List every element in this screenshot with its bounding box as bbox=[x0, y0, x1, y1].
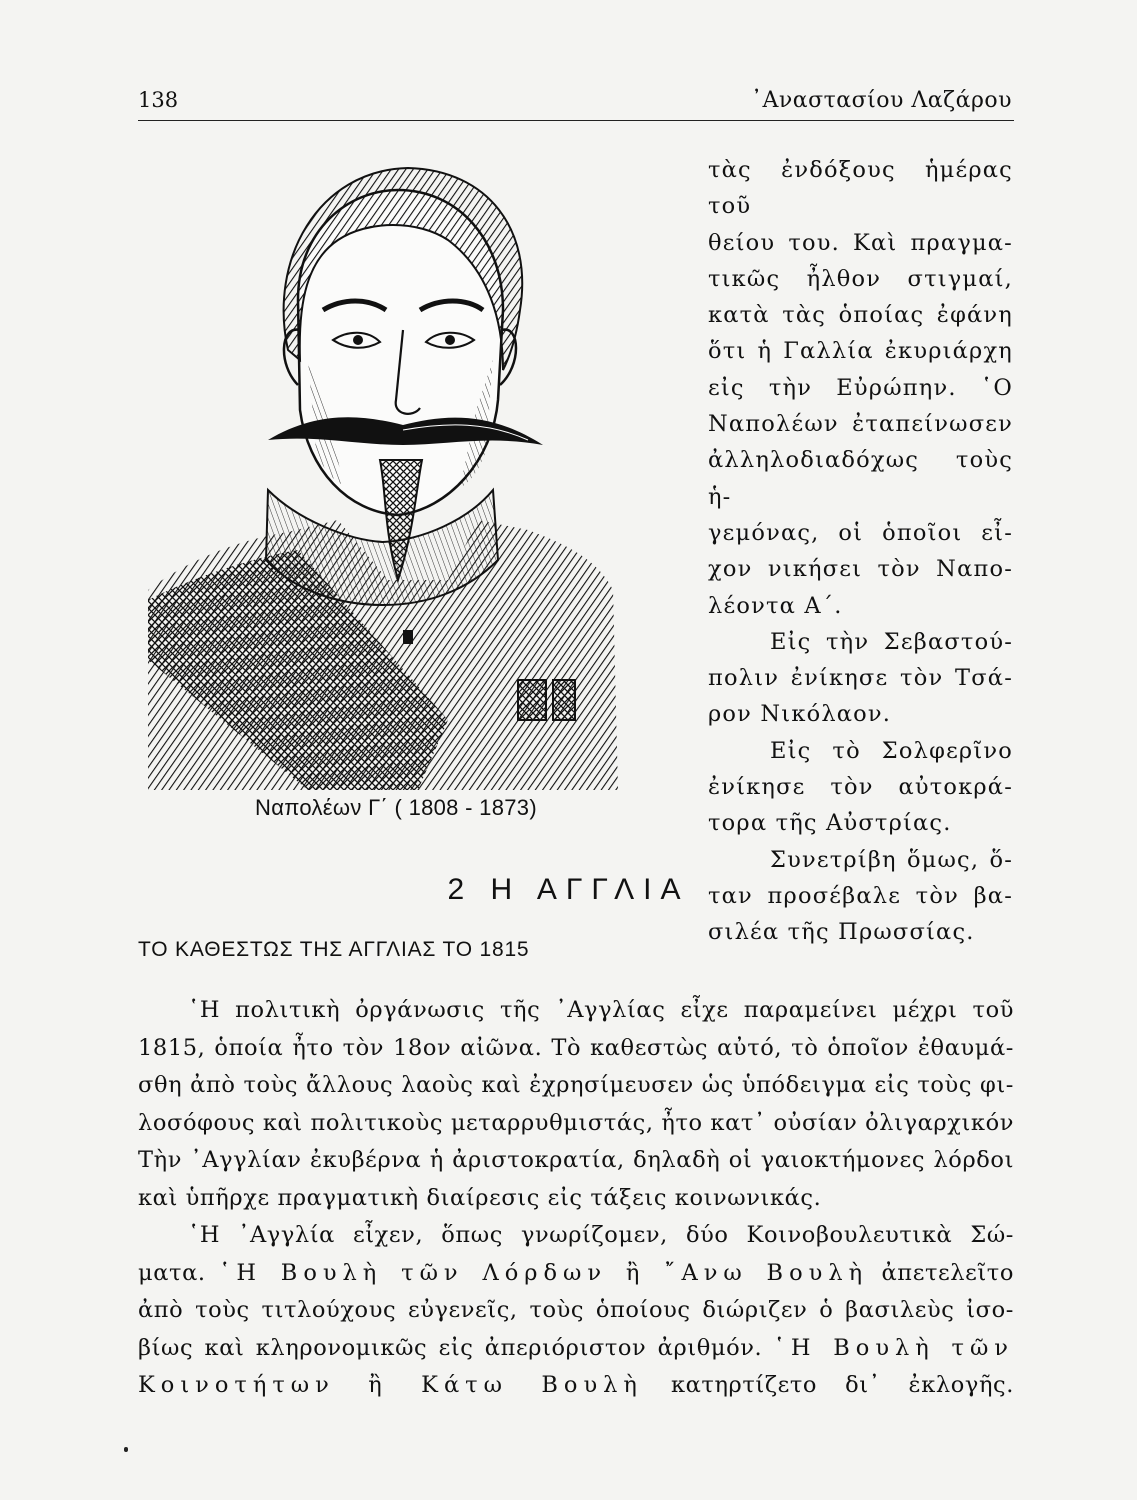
text-line: Συνετρίβη ὅμως, ὅ- bbox=[770, 846, 1013, 873]
text-line: σθη ἀπὸ τοὺς ἄλλους λαοὺς καὶ ἐχρησίμευσεν ὡς ὑπόδειγμα εἰς τοὺς φι- bbox=[138, 1072, 1014, 1098]
text-line bbox=[138, 1255, 1014, 1293]
text-line: τὰς ἐνδόξους ἡμέρας τοῦ bbox=[708, 157, 1013, 220]
header-rule bbox=[138, 120, 1014, 121]
figure-caption: Ναπολέων Γ΄ ( 1808 - 1873) bbox=[255, 795, 537, 820]
text-line: τορα τῆς Αὐστρίας. bbox=[708, 810, 952, 837]
text-line: ἀπὸ τοὺς τιτλούχους εὐγενεῖς, τοὺς ὁποίους διώριζεν ὁ βασιλεὺς ἰσο- bbox=[138, 1297, 1014, 1323]
text-line: Τὴν ᾿Αγγλίαν ἐκυβέρνα ἡ ἀριστοκρατία, δηλαδὴ οἱ γαιοκτήμονες λόρδοι bbox=[138, 1147, 1014, 1173]
spaced-term: Κοινοτήτων ἢ Κάτω Βουλὴ bbox=[138, 1372, 643, 1398]
page-number: 138 bbox=[138, 88, 179, 112]
text-fragment: ματα. bbox=[138, 1259, 206, 1286]
text-line: Εἰς τὸ Σολφερῖνο bbox=[770, 737, 1013, 764]
spaced-term: ῾Η Βουλὴ τῶν Λόρδων ἢ ῎Ανω Βουλὴ bbox=[219, 1259, 869, 1286]
subsection-title: ΤΟ ΚΑΘΕΣΤΩΣ ΤΗΣ ΑΓΓΛΙΑΣ ΤΟ 1815 bbox=[138, 938, 530, 961]
text-line: κατὰ τὰς ὁποίας ἐφάνη bbox=[708, 302, 1013, 329]
text-fragment: βίως καὶ κληρονομικῶς εἰς ἀπεριόριστον ἀριθμόν. bbox=[138, 1334, 763, 1361]
ink-speck bbox=[124, 1447, 128, 1452]
page-header bbox=[138, 86, 1012, 116]
text-line: χον νικήσει τὸν Ναπο- bbox=[708, 556, 1013, 583]
text-line: Ναπολέων ἐταπείνωσεν bbox=[708, 411, 1013, 438]
text-line: εἰς τὴν Εὐρώπην. ῾Ο bbox=[708, 374, 1013, 401]
text-line: ῾Η πολιτικὴ ὀργάνωσις τῆς ᾿Αγγλίας εἶχε παραμείνει μέχρι τοῦ bbox=[188, 997, 1014, 1023]
running-head: ᾿Αναστασίου Λαζάρου bbox=[751, 88, 1012, 113]
text-fragment: κατηρτίζετο δι᾿ ἐκλογῆς. bbox=[670, 1372, 1014, 1398]
text-line: ρον Νικόλαον. bbox=[708, 701, 892, 728]
side-column-text bbox=[708, 152, 1013, 951]
text-line: πολιν ἐνίκησε τὸν Τσά- bbox=[708, 665, 1013, 692]
spaced-term: ῾Η Βουλὴ τῶν bbox=[773, 1334, 1014, 1361]
text-line: γεμόνας, οἱ ὁποῖοι εἶ- bbox=[708, 519, 1013, 546]
text-line: Εἰς τὴν Σεβαστού- bbox=[770, 628, 1013, 655]
text-line: τικῶς ἦλθον στιγμαί, bbox=[708, 265, 1013, 292]
section-title: 2 Η ΑΓΓΛΙΑ bbox=[447, 873, 690, 906]
text-line: καὶ ὑπῆρχε πραγματικὴ διαίρεσις εἰς τάξεις κοινωνικάς. bbox=[138, 1184, 822, 1211]
text-line: ταν προσέβαλε τὸν βα- bbox=[708, 882, 1013, 909]
text-line: ἐνίκησε τὸν αὐτοκρά- bbox=[708, 774, 1013, 801]
portrait-engraving bbox=[148, 160, 618, 790]
text-line: θείου του. Καὶ πραγμα- bbox=[708, 229, 1013, 256]
text-fragment: ἀπετελεῖτο bbox=[881, 1259, 1014, 1286]
text-line: 1815, ὁποία ἦτο τὸν 18ον αἰῶνα. Τὸ καθεστὼς αὐτό, τὸ ὁποῖον ἐθαυμά- bbox=[138, 1034, 1014, 1061]
text-line: λέοντα Α΄. bbox=[708, 592, 843, 619]
text-line: ῾Η ᾿Αγγλία εἶχεν, ὅπως γνωρίζομεν, δύο Κοινοβουλευτικὰ Σώ- bbox=[188, 1222, 1014, 1248]
text-line bbox=[138, 1367, 1014, 1405]
text-line: σιλέα τῆς Πρωσσίας. bbox=[708, 919, 975, 946]
text-line: ὅτι ἡ Γαλλία ἐκυριάρχη bbox=[708, 338, 1013, 365]
text-line: λοσόφους καὶ πολιτικοὺς μεταρρυθμιστάς, ἦτο κατ᾿ οὐσίαν ὀλιγαρχικόν bbox=[138, 1109, 1014, 1136]
body-text bbox=[138, 992, 1014, 1405]
text-line bbox=[138, 1330, 1014, 1368]
text-line: ἀλληλοδιαδόχως τοὺς ἡ- bbox=[708, 447, 1013, 510]
